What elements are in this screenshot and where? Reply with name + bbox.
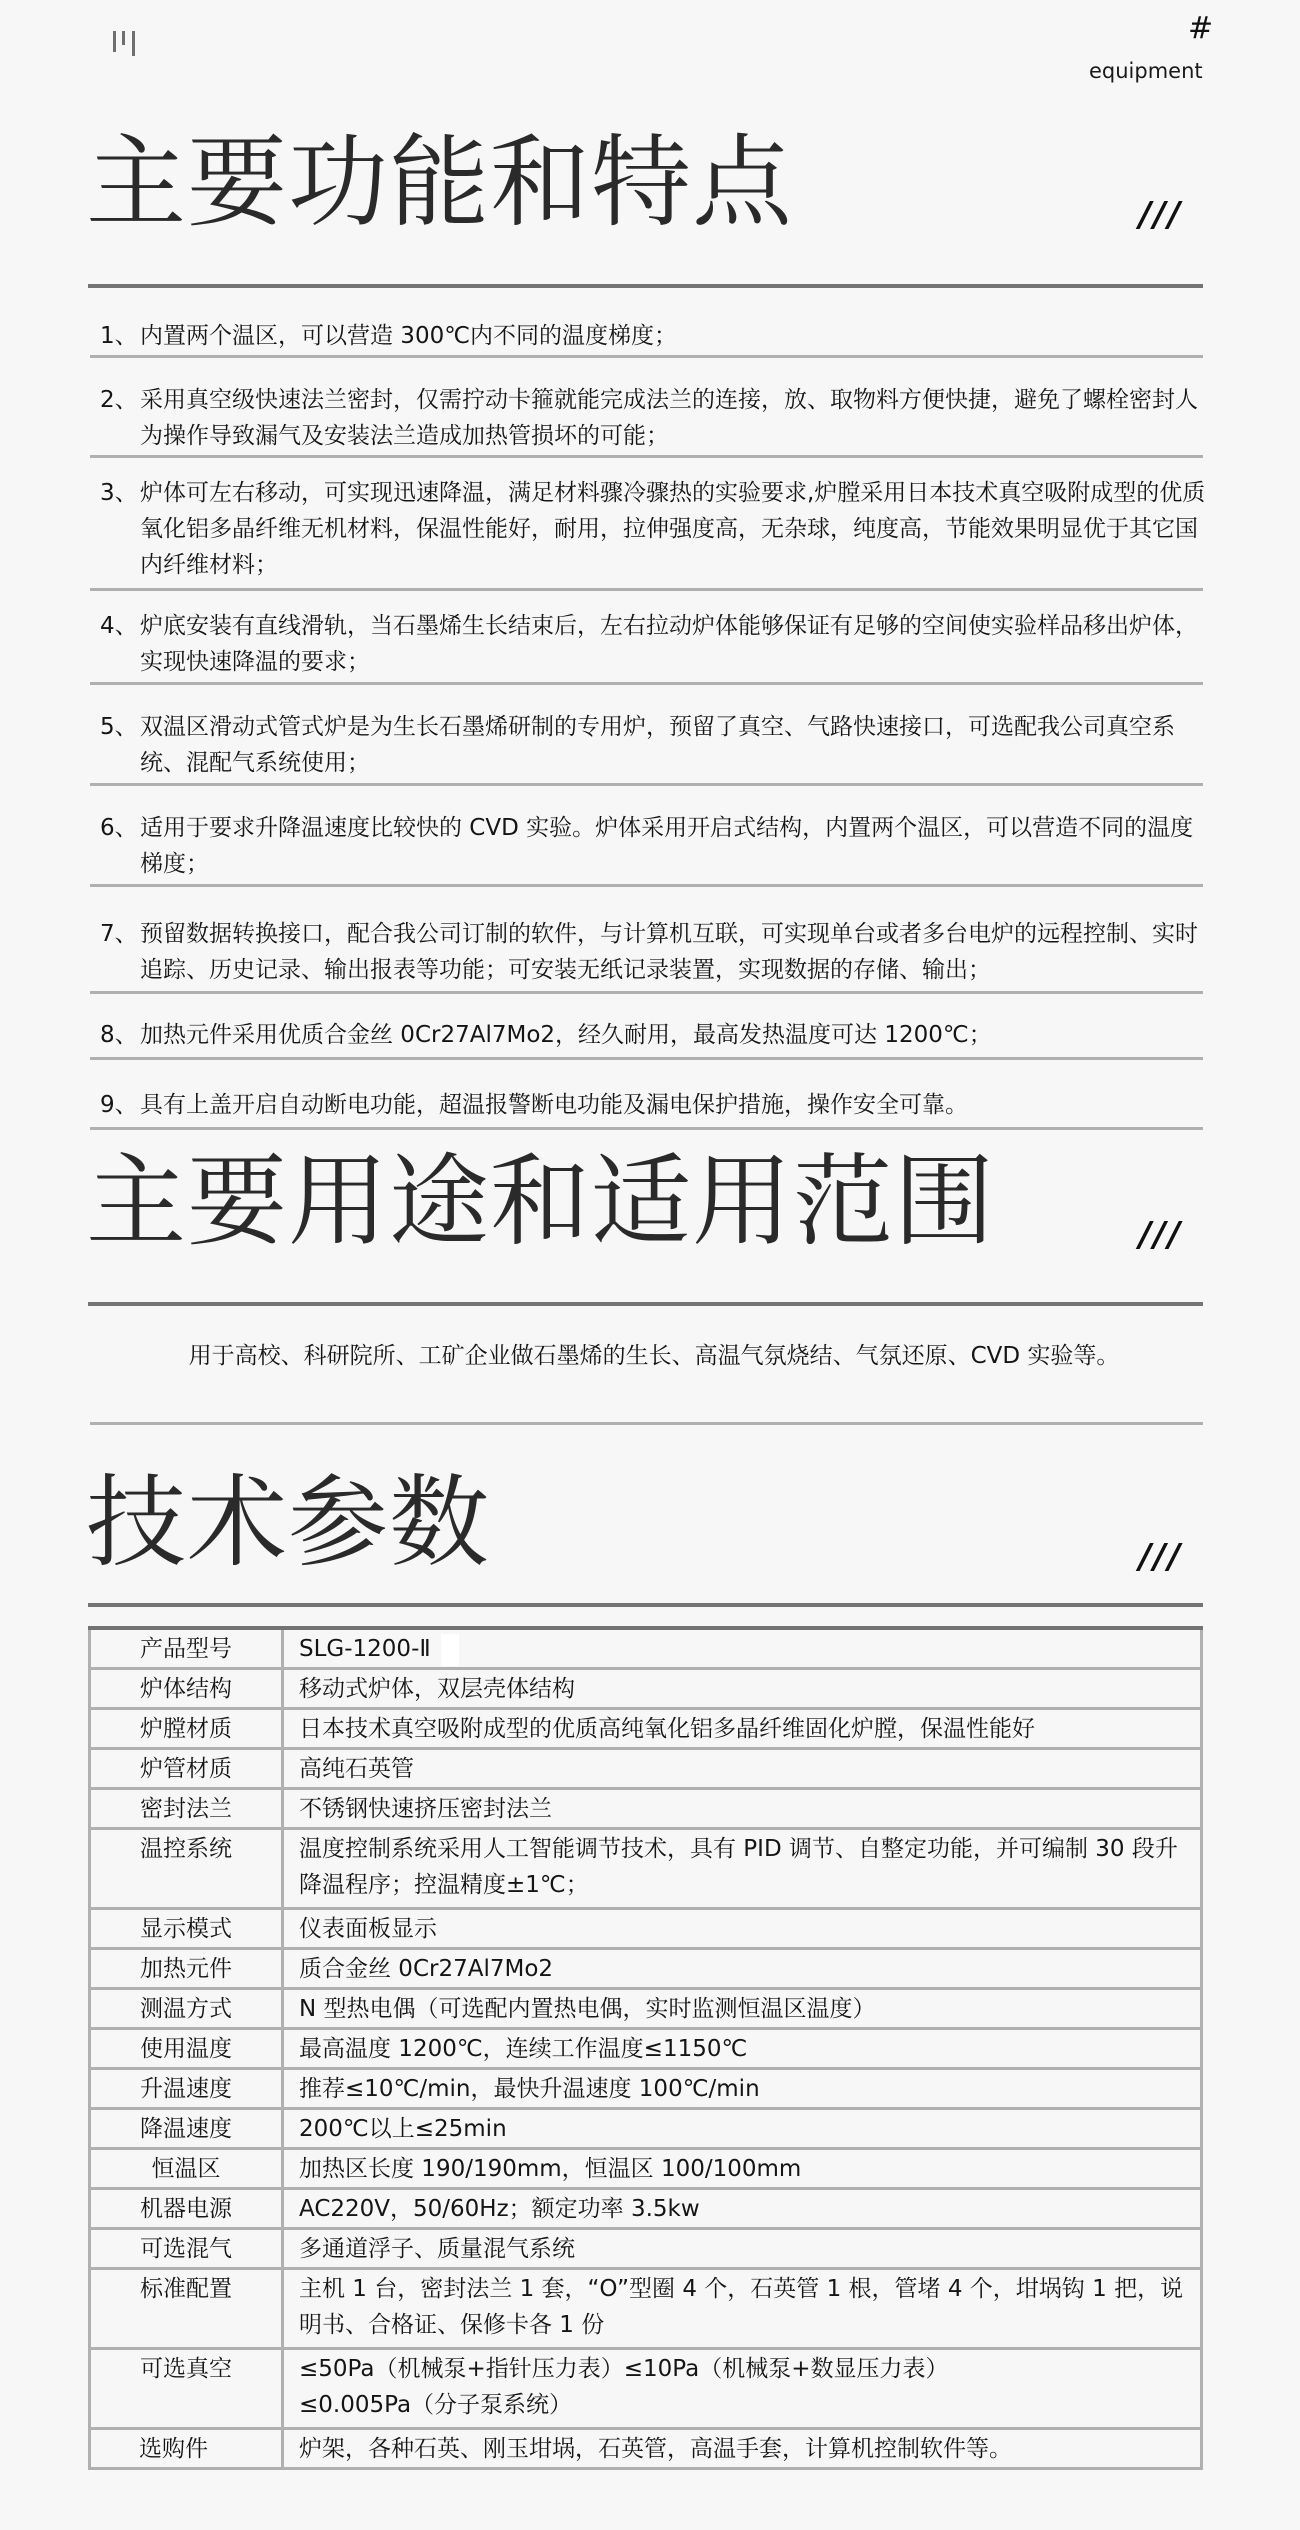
table-row <box>90 1989 1202 2029</box>
spec-label: 选购件 <box>90 2429 283 2469</box>
spec-label: 产品型号 <box>90 1628 283 1669</box>
table-row <box>90 1669 1202 1709</box>
table-row <box>90 1709 1202 1749</box>
usage-title: 主要用途和适用范围 <box>86 1143 995 1260</box>
spec-label: 可选混气 <box>90 2229 283 2269</box>
spec-value: 温度控制系统采用人工智能调节技术，具有 PID 调节、自整定功能，并可编制 30 段升降温程序；控温精度±1℃； <box>283 1829 1202 1909</box>
spec-value: 主机 1 台，密封法兰 1 套，“O”型圈 4 个，石英管 1 根，管堵 4 个，坩埚钩 1 把，说明书、合格证、保修卡各 1 份 <box>283 2269 1202 2349</box>
table-row <box>90 2269 1202 2349</box>
feature-separator <box>90 1057 1203 1060</box>
spec-table <box>88 1626 1203 2470</box>
spec-value: 日本技术真空吸附成型的优质高纯氧化铝多晶纤维固化炉膛，保温性能好 <box>283 1709 1202 1749</box>
usage-divider <box>90 1422 1203 1425</box>
table-row <box>90 1829 1202 1909</box>
specs-title: 技术参数 <box>86 1464 490 1581</box>
spec-label: 升温速度 <box>90 2069 283 2109</box>
spec-label: 测温方式 <box>90 1989 283 2029</box>
usage-title-divider <box>88 1302 1203 1306</box>
feature-separator <box>90 1127 1203 1130</box>
table-row <box>90 2029 1202 2069</box>
spec-value: 仪表面板显示 <box>283 1909 1202 1949</box>
features-title-divider <box>88 284 1203 288</box>
spec-value: 质合金丝 0Cr27Al7Mo2 <box>283 1949 1202 1989</box>
table-row <box>90 1909 1202 1949</box>
spec-value: 200℃以上≤25min <box>283 2109 1202 2149</box>
spec-label: 加热元件 <box>90 1949 283 1989</box>
feature-item-1: 1、 内置两个温区，可以营造 300℃内不同的温度梯度； <box>100 323 678 349</box>
feature-item-4: 4、 炉底安装有直线滑轨，当石墨烯生长结束后，左右拉动炉体能够保证有足够的空间使实验样品移出炉体，实现快速降温的要求； <box>100 613 1198 675</box>
logo-bars-icon <box>113 31 137 57</box>
spec-value: N 型热电偶（可选配内置热电偶，实时监测恒温区温度） <box>283 1989 1202 2029</box>
feature-separator <box>90 682 1203 685</box>
feature-item-9: 9、 具有上盖开启自动断电功能，超温报警断电功能及漏电保护措施，操作安全可靠。 <box>100 1092 968 1118</box>
table-row <box>90 2069 1202 2109</box>
spec-label: 机器电源 <box>90 2189 283 2229</box>
spec-value: 炉架，各种石英、刚玉坩埚，石英管，高温手套，计算机控制软件等。 <box>283 2429 1202 2469</box>
feature-separator <box>90 455 1203 458</box>
table-row <box>90 2109 1202 2149</box>
spec-label: 炉管材质 <box>90 1749 283 1789</box>
table-row <box>90 2229 1202 2269</box>
feature-separator <box>90 588 1203 591</box>
spec-value: SLG-1200-Ⅱ <box>283 1628 1202 1669</box>
slashes-decoration-icon: /// <box>1139 195 1183 235</box>
spec-label: 可选真空 <box>90 2349 283 2429</box>
feature-item-6: 6、 适用于要求升降温速度比较快的 CVD 实验。炉体采用开启式结构，内置两个温区，可以营造不同的温度梯度； <box>100 815 1194 877</box>
feature-item-8: 8、 加热元件采用优质合金丝 0Cr27Al7Mo2，经久耐用，最高发热温度可达 1200℃； <box>100 1022 992 1048</box>
hash-mark: # <box>1188 11 1214 46</box>
table-row <box>90 2349 1202 2429</box>
spec-value: 加热区长度 190/190mm，恒温区 100/100mm <box>283 2149 1202 2189</box>
slashes-decoration-icon: /// <box>1139 1215 1183 1255</box>
spec-label: 降温速度 <box>90 2109 283 2149</box>
spec-label: 使用温度 <box>90 2029 283 2069</box>
feature-separator <box>90 783 1203 786</box>
table-row <box>90 2189 1202 2229</box>
spec-value: 不锈钢快速挤压密封法兰 <box>283 1789 1202 1829</box>
feature-item-2: 2、 采用真空级快速法兰密封，仅需拧动卡箍就能完成法兰的连接，放、取物料方便快捷，避免了螺栓密封人为操作导致漏气及安装法兰造成加热管损坏的可能； <box>100 387 1198 449</box>
spec-value: 高纯石英管 <box>283 1749 1202 1789</box>
spec-value: 多通道浮子、质量混气系统 <box>283 2229 1202 2269</box>
equipment-tag: equipment <box>1089 59 1203 83</box>
spec-value: ≤50Pa（机械泵+指针压力表）≤10Pa（机械泵+数显压力表） ≤0.005Pa（分子泵系统） <box>283 2349 1202 2429</box>
spec-value: 移动式炉体，双层壳体结构 <box>283 1669 1202 1709</box>
spec-label: 炉体结构 <box>90 1669 283 1709</box>
spec-value: AC220V，50/60Hz；额定功率 3.5kw <box>283 2189 1202 2229</box>
feature-item-5: 5、 双温区滑动式管式炉是为生长石墨烯研制的专用炉，预留了真空、气路快速接口，可选配我公司真空系统、混配气系统使用； <box>100 714 1175 776</box>
table-row <box>90 1749 1202 1789</box>
spec-label: 密封法兰 <box>90 1789 283 1829</box>
table-row <box>90 1628 1202 1669</box>
features-title: 主要功能和特点 <box>86 124 793 241</box>
specs-title-divider <box>88 1603 1203 1607</box>
usage-text: 用于高校、科研院所、工矿企业做石墨烯的生长、高温气氛烧结、气氛还原、CVD 实验等。 <box>188 1343 1120 1369</box>
spec-value: 推荐≤10℃/min，最快升温速度 100℃/min <box>283 2069 1202 2109</box>
spec-label: 恒温区 <box>90 2149 283 2189</box>
feature-separator <box>90 991 1203 994</box>
feature-item-7: 7、 预留数据转换接口，配合我公司订制的软件，与计算机互联，可实现单台或者多台电炉的远程控制、实时追踪、历史记录、输出报表等功能；可安装无纸记录装置，实现数据的存储、输出； <box>100 921 1198 983</box>
spec-label: 显示模式 <box>90 1909 283 1949</box>
table-row <box>90 2149 1202 2189</box>
table-row <box>90 1789 1202 1829</box>
white-box-mark <box>441 1634 459 1666</box>
spec-value: 最高温度 1200℃，连续工作温度≤1150℃ <box>283 2029 1202 2069</box>
spec-label: 温控系统 <box>90 1829 283 1909</box>
feature-item-3: 3、 炉体可左右移动，可实现迅速降温，满足材料骤冷骤热的实验要求,炉膛采用日本技术真空吸附成型的优质氧化铝多晶纤维无机材料，保温性能好，耐用，拉伸强度高，无杂球，纯度高，节能效果明显优于其它国内纤维材料； <box>100 480 1206 578</box>
table-row <box>90 1949 1202 1989</box>
feature-separator <box>90 884 1203 887</box>
feature-separator <box>90 355 1203 358</box>
spec-label: 标准配置 <box>90 2269 283 2349</box>
spec-label: 炉膛材质 <box>90 1709 283 1749</box>
slashes-decoration-icon: /// <box>1139 1537 1183 1577</box>
table-row <box>90 2429 1202 2469</box>
